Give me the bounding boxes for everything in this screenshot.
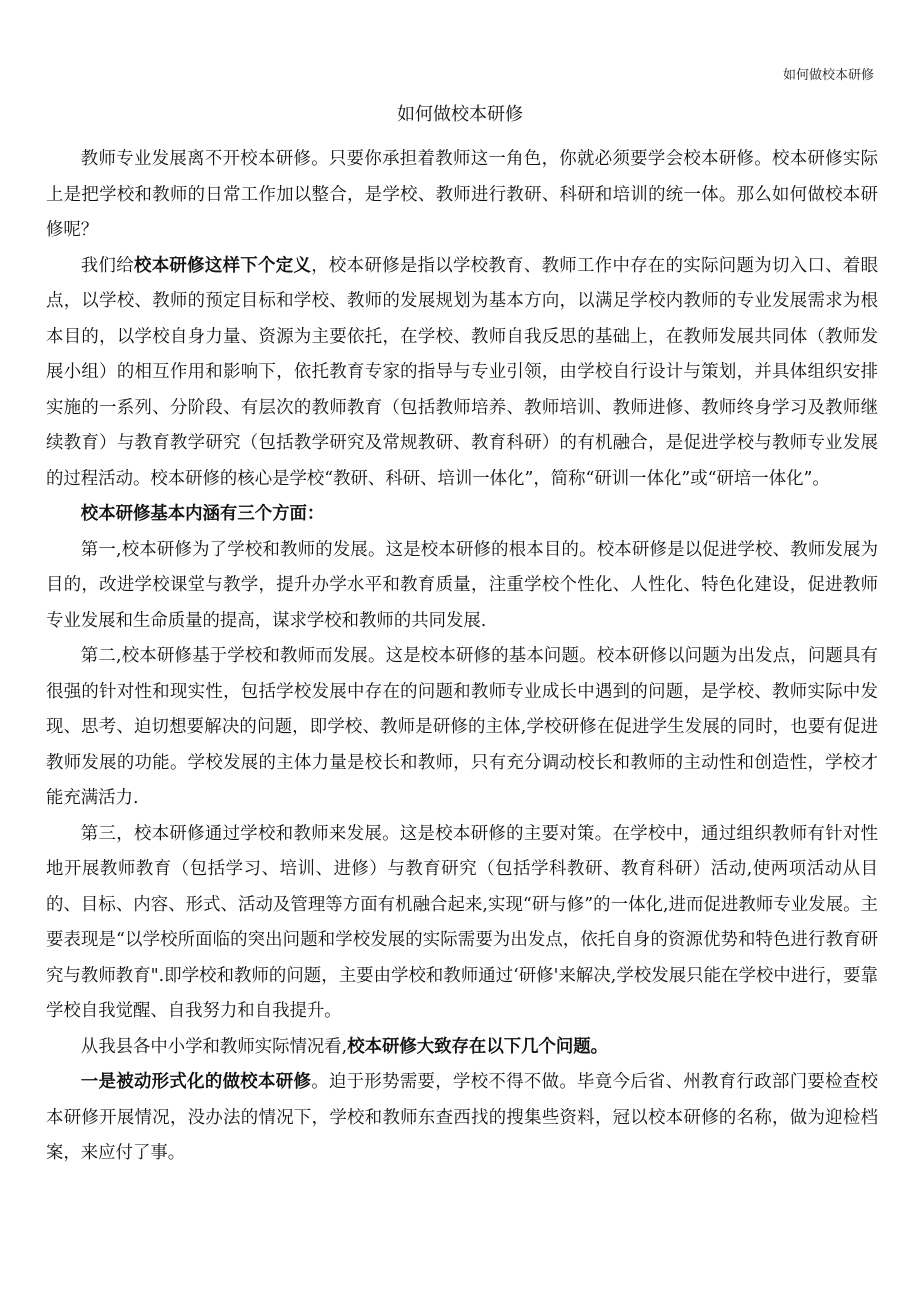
paragraph-third (46, 817, 878, 1030)
document-body (46, 142, 878, 1172)
section-heading (46, 497, 878, 533)
paragraph-definition (46, 249, 878, 498)
paragraph-problem-one (46, 1065, 878, 1172)
heading-text: 校本研修基本内涵有三个方面： (80, 504, 325, 524)
paragraph-lead: 我们给 (80, 255, 134, 276)
paragraph-text: 第二,校本研修基于学校和教师而发展。这是校本研修的基本问题。校本研修以问题为出发点，问题具有很强的针对性和现实性，包括学校发展中存在的问题和教师专业成长中遇到的问题，是学校、教师实际中发现、思考、迫切想要解决的问题，即学校、教师是研修的主体,学校研修在促进学生发展的同时，也要有促进教师发展的功能。学校发展的主体力量是校长和教师，只有充分调动校长和教师的主动性和创造性，学校才能充满活力. (46, 646, 878, 808)
paragraph-first (46, 533, 878, 640)
paragraph-text: 第一,校本研修为了学校和教师的发展。这是校本研修的根本目的。校本研修是以促进学校、教师发展为目的，改进学校课堂与教学，提升办学水平和教育质量，注重学校个性化、人性化、特色化建设，促进教师专业发展和生命质量的提高，谋求学校和教师的共同发展. (46, 539, 878, 631)
paragraph-bold-phrase: 校本研修这样下个定义 (133, 255, 312, 276)
paragraph-bold-phrase: 校本研修大致存在以下几个问题。 (347, 1036, 609, 1057)
paragraph-text: 第三，校本研修通过学校和教师来发展。这是校本研修的主要对策。在学校中，通过组织教师有针对性地开展教师教育（包括学习、培训、进修）与教育研究（包括学科教研、教育科研）活动,使两项活动从目的、目标、内容、形式、活动及管理等方面有机融合起来,实现“研与修”的一体化,进而促进教师专业发展。主要表现是“以学校所面临的突出问题和学校发展的实际需要为出发点，依托自身的资源优势和特色进行教育研究与教师教育".即学校和教师的问题，主要由学校和教师通过‘研修'来解决,学校发展只能在学校中进行，要靠学校自我觉醒、自我努力和自我提升。 (46, 823, 878, 1021)
document-title: 如何做校本研修 (397, 104, 523, 125)
paragraph-text: 。迫于形势需要，学校不得不做。毕竟今后省、州教育行政部门要检查校本研修开展情况，没办法的情况下，学校和教师东查西找的搜集些资料，冠以校本研修的名称，做为迎检档案，来应付了事。 (46, 1072, 878, 1163)
paragraph-lead: 从我县各中小学和教师实际情况看, (80, 1036, 348, 1057)
paragraph-second (46, 639, 878, 817)
paragraph-intro (46, 142, 878, 249)
running-header: 如何做校本研修 (782, 68, 874, 83)
paragraph-text: 教师专业发展离不开校本研修。只要你承担着教师这一角色，你就必须要学会校本研修。校本研修实际上是把学校和教师的日常工作加以整合，是学校、教师进行教研、科研和培训的统一体。那么如何做校本研修呢？ (46, 149, 878, 240)
paragraph-problems-intro (46, 1030, 878, 1066)
paragraph-bold-phrase: 一是被动形式化的做校本研修 (80, 1072, 312, 1092)
paragraph-text: ，校本研修是指以学校教育、教师工作中存在的实际问题为切入口、着眼点，以学校、教师的预定目标和学校、教师的发展规划为基本方向，以满足学校内教师的专业发展需求为根本目的，以学校自身力量、资源为主要依托，在学校、教师自我反思的基础上，在教师发展共同体（教师发展小组）的相互作用和影响下，依托教育专家的指导与专业引领，由学校自行设计与策划，并具体组织安排实施的一系列、分阶段、有层次的教师教育（包括教师培养、教师培训、教师进修、教师终身学习及教师继续教育）与教育教学研究（包括教学研究及常规教研、教育科研）的有机融合，是促进学校与教师专业发展的过程活动。校本研修的核心是学校“教研、科研、培训一体化”，简称“研训一体化”或“研培一体化”。 (46, 255, 878, 489)
